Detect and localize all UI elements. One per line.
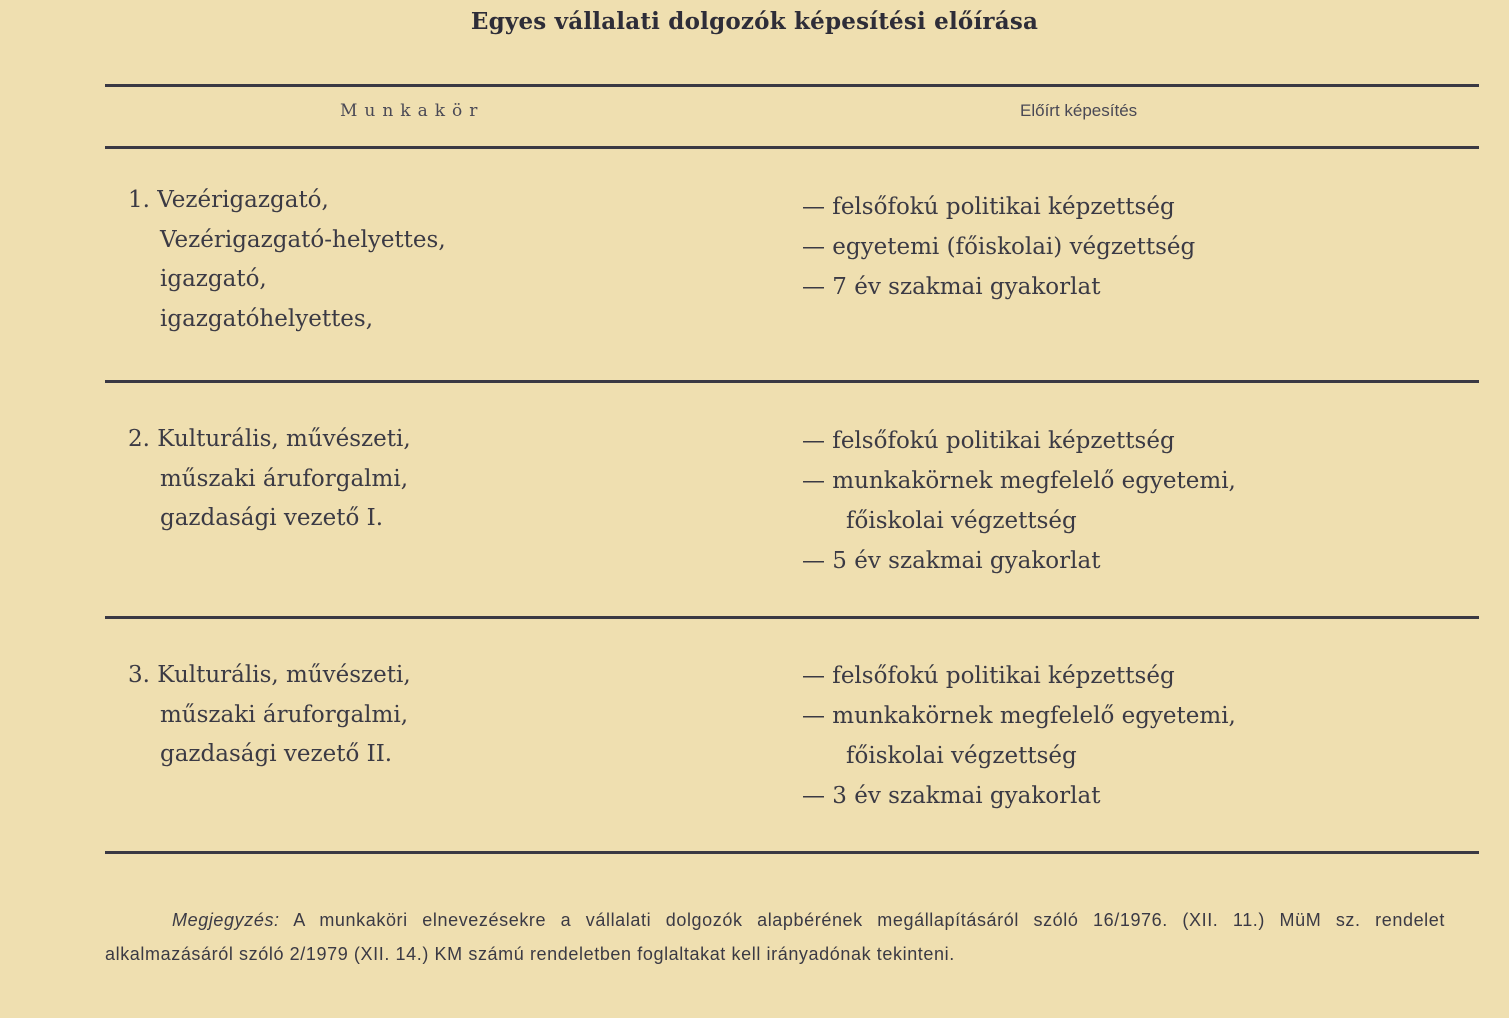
document-title: Egyes vállalati dolgozók képesítési előírása [470, 8, 1039, 35]
qualification-item: — felsőfokú politikai képzettség [802, 194, 1175, 220]
footnote-label: Megjegyzés: [172, 910, 280, 930]
table-row-1-qualifications [802, 187, 1195, 307]
row-number: 2. [128, 426, 150, 452]
position-line: Vezérigazgató-helyettes, [160, 226, 446, 253]
qualification-item: — 5 év szakmai gyakorlat [802, 548, 1101, 574]
qualification-item: — felsőfokú politikai képzettség [802, 663, 1175, 689]
qualification-item: — munkakörnek megfelelő egyetemi, [802, 468, 1236, 494]
position-line: gazdasági vezető II. [160, 741, 393, 767]
table-row-3-positions [128, 656, 411, 775]
footnote [105, 903, 1445, 971]
table-row-3-qualifications [802, 656, 1236, 816]
position-line: igazgatóhelyettes, [160, 305, 374, 332]
column-header-eloirt-kepesites: Előírt képesítés [1020, 101, 1138, 120]
header-bottom-rule [105, 146, 1479, 149]
qualification-item: — 3 év szakmai gyakorlat [802, 783, 1101, 809]
table-bottom-rule [105, 851, 1479, 854]
position-line: Vezérigazgató, [157, 187, 329, 213]
position-line: Kulturális, művészeti, [157, 426, 411, 452]
row-1-bottom-rule [105, 380, 1479, 383]
position-line: Kulturális, művészeti, [157, 662, 411, 688]
position-line: műszaki áruforgalmi, [160, 701, 409, 728]
column-header-munkakor: Munkakör [340, 101, 485, 121]
position-line: igazgató, [160, 266, 267, 292]
row-number: 1. [128, 187, 150, 213]
qualification-item: — munkakörnek megfelelő egyetemi, [802, 703, 1236, 729]
qualification-item: — egyetemi (főiskolai) végzettség [802, 234, 1196, 260]
qualification-item: — 7 év szakmai gyakorlat [802, 274, 1101, 300]
qualification-item: — felsőfokú politikai képzettség [802, 428, 1175, 454]
position-line: műszaki áruforgalmi, [160, 465, 409, 492]
row-number: 3. [128, 662, 150, 688]
table-row-1-positions [128, 181, 446, 339]
position-line: gazdasági vezető I. [160, 505, 384, 531]
qualification-continuation: főiskolai végzettség [846, 508, 1077, 534]
table-row-2-positions [128, 420, 411, 539]
table-row-2-qualifications [802, 421, 1236, 581]
footnote-text: A munkaköri elnevezésekre a vállalati dolgozók alapbérének megállapításáról szóló 16/1976. (XII. 11.) MüM sz. rendelet alkalmazásáról szóló 2/1979 (XII. 14.) KM számú rendeletben foglaltakat kell irányadónak tekinteni. [105, 910, 1445, 964]
qualification-continuation: főiskolai végzettség [846, 743, 1077, 769]
table-top-rule [105, 84, 1479, 87]
row-2-bottom-rule [105, 616, 1479, 619]
